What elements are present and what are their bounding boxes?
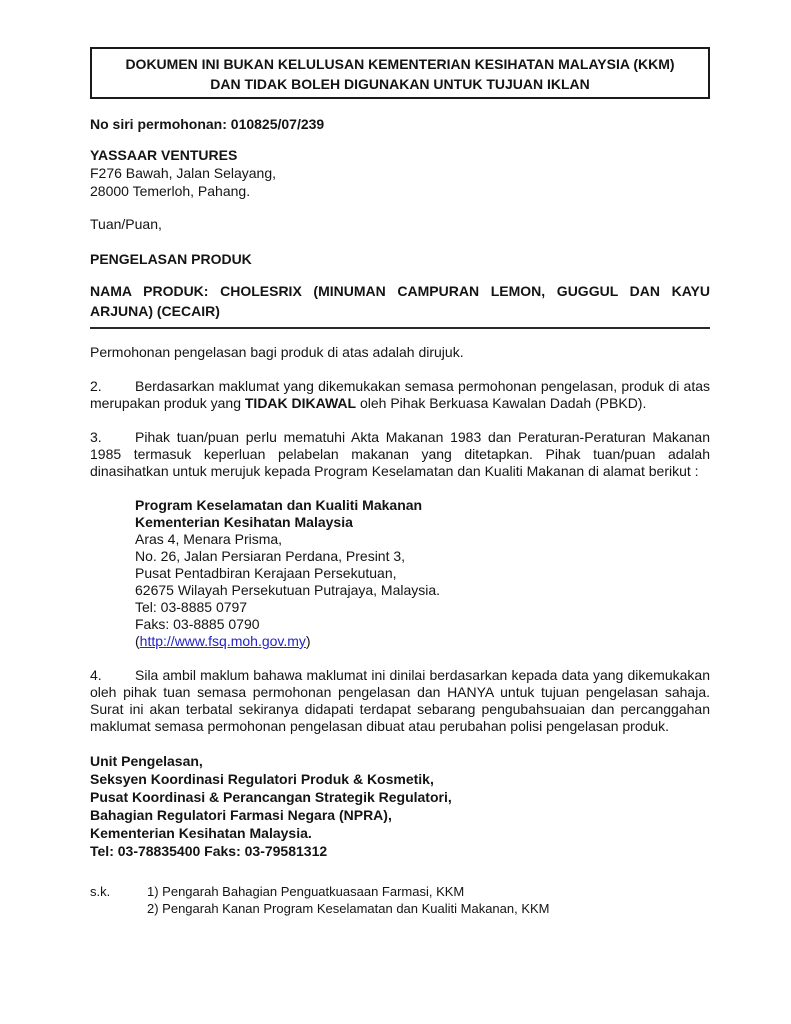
- contact-address-block: [135, 497, 710, 650]
- contact-address-line: Aras 4, Menara Prisma,: [135, 531, 283, 547]
- signature-division-line: Bahagian Regulatori Farmasi Negara (NPRA),: [90, 807, 392, 823]
- contact-address-line: No. 26, Jalan Persiaran Perdana, Presint 3,: [135, 548, 406, 564]
- link-close-paren: ): [305, 633, 311, 649]
- signature-section-line: Seksyen Koordinasi Regulatori Produk & Kosmetik,: [90, 771, 434, 787]
- disclaimer-line-1: DOKUMEN INI BUKAN KELULUSAN KEMENTERIAN KESIHATAN MALAYSIA (KKM): [125, 56, 675, 72]
- paragraph-2-text-after: oleh Pihak Berkuasa Kawalan Dadah (PBKD).: [356, 395, 647, 411]
- paragraph-intro: Permohonan pengelasan bagi produk di atas adalah dirujuk.: [90, 344, 464, 360]
- paragraph-2-number: 2.: [90, 378, 102, 394]
- disclaimer-line-2: DAN TIDAK BOLEH DIGUNAKAN UNTUK TUJUAN IKLAN: [210, 76, 590, 92]
- signature-ministry-line: Kementerian Kesihatan Malaysia.: [90, 825, 312, 841]
- contact-address-line: Pusat Pentadbiran Kerajaan Persekutuan,: [135, 565, 397, 581]
- signature-unit-line: Unit Pengelasan,: [90, 753, 203, 769]
- salutation: Tuan/Puan,: [90, 216, 162, 232]
- serial-number: No siri permohonan: 010825/07/239: [90, 116, 325, 132]
- paragraph-4-number: 4.: [90, 667, 102, 683]
- paragraph-3-number: 3.: [90, 429, 102, 445]
- paragraph-2: [90, 378, 710, 412]
- paragraph-4: [90, 667, 710, 735]
- recipient-address-line-1: F276 Bawah, Jalan Selayang,: [90, 165, 277, 181]
- paragraph-2-emphasis: TIDAK DIKAWAL: [244, 395, 357, 411]
- paragraph-2-text-before: Berdasarkan maklumat yang dikemukakan semasa permohonan pengelasan, produk di atas merupakan produk yang: [90, 378, 710, 411]
- paragraph-3: [90, 429, 710, 480]
- cc-block: [90, 883, 710, 917]
- website-link[interactable]: http://www.fsq.moh.gov.my: [139, 633, 306, 649]
- recipient-address-line-2: 28000 Temerloh, Pahang.: [90, 183, 251, 199]
- signature-centre-line: Pusat Koordinasi & Perancangan Strategik Regulatori,: [90, 789, 452, 805]
- signature-phone-line: Tel: 03-78835400 Faks: 03-79581312: [90, 843, 328, 859]
- paragraph-4-text: Sila ambil maklum bahawa maklumat ini dinilai berdasarkan kepada data yang dikemukakan oleh pihak tuan semasa permohonan pengelasan dan HANYA untuk tujuan pengelasan sahaja. Surat ini akan terbatal sekiranya didapati terdapat sebarang pengubahsuaian dan percanggahan maklumat semasa permohonan pengelasan dibuat atau perubahan polisi pengelasan produk.: [90, 667, 710, 734]
- contact-ministry-name: Kementerian Kesihatan Malaysia: [135, 514, 353, 530]
- cc-label: s.k.: [90, 884, 111, 899]
- product-name-heading: NAMA PRODUK: CHOLESRIX (MINUMAN CAMPURAN LEMON, GUGGUL DAN KAYU ARJUNA) (CECAIR): [90, 281, 710, 329]
- cc-item: 1) Pengarah Bahagian Penguatkuasaan Farmasi, KKM: [147, 884, 465, 899]
- paragraph-3-text: Pihak tuan/puan perlu mematuhi Akta Makanan 1983 dan Peraturan-Peraturan Makanan 1985 termasuk keperluan pelabelan makanan yang ditetapkan. Pihak tuan/puan adalah dinasihatkan untuk merujuk kepada Program Keselamatan dan Kualiti Makanan di alamat berikut :: [90, 429, 710, 479]
- recipient-block: [90, 146, 710, 200]
- contact-website-line: [135, 633, 710, 650]
- subject-heading: PENGELASAN PRODUK: [90, 251, 252, 267]
- contact-fax-line: Faks: 03-8885 0790: [135, 616, 260, 632]
- cc-item: 2) Pengarah Kanan Program Keselamatan dan Kualiti Makanan, KKM: [147, 901, 550, 916]
- recipient-name: YASSAAR VENTURES: [90, 147, 238, 163]
- contact-address-line: 62675 Wilayah Persekutuan Putrajaya, Malaysia.: [135, 582, 441, 598]
- signature-block: [90, 752, 710, 860]
- disclaimer-box: [90, 47, 710, 99]
- link-open-paren: (: [135, 633, 140, 649]
- contact-program-name: Program Keselamatan dan Kualiti Makanan: [135, 497, 423, 513]
- cc-items: [147, 883, 550, 917]
- contact-phone-line: Tel: 03-8885 0797: [135, 599, 248, 615]
